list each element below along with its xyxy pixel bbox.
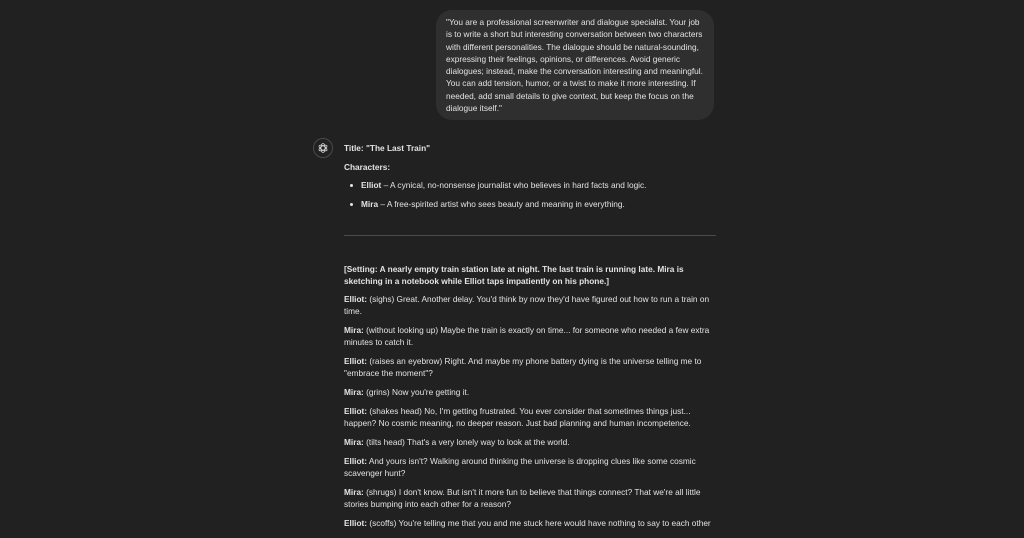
dialogue-line [344,324,716,348]
assistant-message [344,142,716,536]
dialogue-line [344,386,716,398]
speaker-name: Mira: [344,325,364,335]
user-message-bubble [436,10,714,120]
characters-list [344,179,716,210]
dialogue-text: (scoffs) You're telling me that you and me stuck here would have nothing to say to each other [367,518,711,528]
dialogue-text: (tilts head) That's a very lonely way to look at the world. [363,437,570,447]
dialogue-text: (shakes head) No, I'm getting frustrated. You ever consider that sometimes things just... happen? No cosmic meaning, no deeper reason. Just bad planning and human incompetence. [344,406,691,428]
dialogue-line [344,517,716,529]
speaker-name: Mira: [344,437,364,447]
speaker-name: Mira: [344,487,364,497]
list-item [344,179,716,191]
dialogue-text: (without looking up) Maybe the train is exactly on time... for someone who needed a few extra minutes to catch it. [344,325,710,347]
speaker-name: Elliot: [344,406,368,416]
dialogue-text: And yours isn't? Walking around thinking the universe is dropping clues like some cosmic scavenger hunt? [344,456,696,478]
character-description: – A cynical, no-nonsense journalist who believes in hard facts and logic. [381,180,647,190]
dialogue-text: (raises an eyebrow) Right. And maybe my phone battery dying is the universe telling me to "embrace the moment"? [344,356,702,378]
dialogue-line [344,355,716,379]
divider [344,235,716,236]
dialogue-text: (sighs) Great. Another delay. You'd think by now they'd have figured out how to run a train on time. [344,294,710,316]
speaker-name: Elliot: [344,518,368,528]
speaker-name: Elliot: [344,356,368,366]
dialogue-line [344,293,716,317]
character-name: Elliot [361,180,382,190]
dialogue-text: (shrugs) I don't know. But isn't it more fun to believe that things connect? That we're all little stories bumping into each other for a reason? [344,487,701,509]
script-title: Title: "The Last Train" [344,143,431,153]
speaker-name: Elliot: [344,294,368,304]
dialogue-line [344,486,716,510]
character-description: – A free-spirited artist who sees beauty and meaning in everything. [378,199,625,209]
character-name: Mira [361,199,379,209]
dialogue-line [344,405,716,429]
speaker-name: Mira: [344,387,364,397]
openai-logo-icon [313,138,333,158]
characters-heading: Characters: [344,162,391,172]
dialogue-line [344,455,716,479]
dialogue-text: (grins) Now you're getting it. [363,387,470,397]
dialogue-line [344,436,716,448]
speaker-name: Elliot: [344,456,368,466]
list-item [344,198,716,210]
user-message-text: "You are a professional screenwriter and dialogue specialist. Your job is to write a short but interesting conversation between two characters with different personalities. The dialogue should be natural-sounding, expressing their feelings, opinions, or differences. Avoid generic dialogues; instead, make the conversation interesting and meaningful. You can add tension, humor, or a twist to make it more interesting. If needed, add small details to give context, but keep the focus on the dialogue itself." [446,17,703,114]
setting-description: [Setting: A nearly empty train station late at night. The last train is running late. Mira is sketching in a notebook while Elliot taps impatiently on his phone.] [344,264,684,286]
